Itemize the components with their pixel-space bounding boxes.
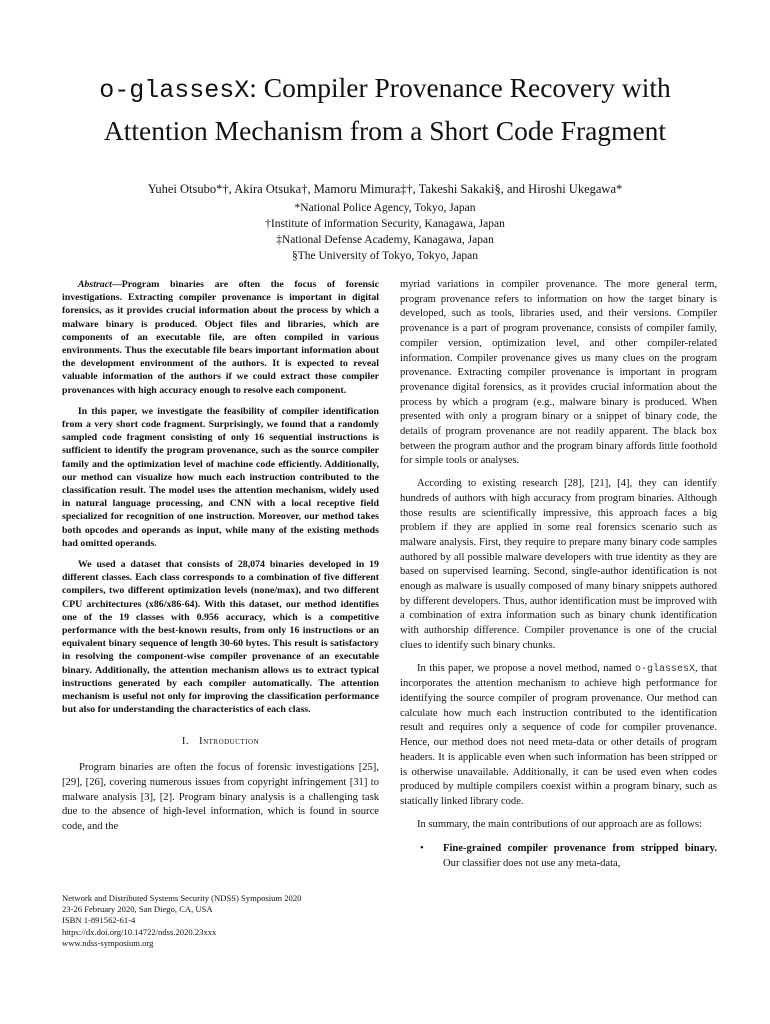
author-list: Yuhei Otsubo*†, Akira Otsuka†, Mamoru Mimura‡†, Takeshi Sakaki§, and Hiroshi Ukegawa* [147,182,623,196]
title-line1-rest: : Compiler Provenance Recovery with [249,72,671,103]
section-title: Introduction [199,735,260,747]
affiliation-4: §The University of Tokyo, Tokyo, Japan [291,250,479,262]
footnote-line-3: ISBN 1-891562-61-4 [62,915,136,926]
intro-left-body [62,761,379,835]
intro-paragraph-5: In summary, the main contributions of our approach are as follows: [416,818,702,830]
abstract-paragraph-3: We used a dataset that consists of 28,074 binaries developed in 19 different classes. Each class corresponds to a combination of five different compilers, two different optimization levels (none/max), and two different CPU architectures (x86/x86-64). With this dataset, our method identifies one of the 19 classes with 0.956 accuracy, which is a competitive performance with the best-known results, from only 16 instructions or an equivalent binary sequence of length 30-60 bytes. This result is satisfactory in resolving the component-wise compiler provenance of an executable binary. Additionally, the attention mechanism allows us to extract typical instructions generated by each compiler automatically. The attention mechanism is useful not only for improving the classification performance but also for understanding the characteristics of each class. [62,559,379,716]
contribution-bullet-1 [400,842,717,871]
footnote [62,893,379,949]
para4-before: In this paper, we propose a novel method, named [416,662,635,674]
bullet-dot: • [420,843,424,855]
footnote-line-2: 23-26 February 2020, San Diego, CA, USA [62,904,213,915]
abstract [62,278,379,717]
paper-title [0,68,770,151]
abstract-paragraph-1 [62,278,379,397]
title-tool-name: o-glassesX [99,76,250,105]
footnote-line-1: Network and Distributed Systems Security (NDSS) Symposium 2020 [62,893,302,903]
abstract-label: Abstract [77,279,112,290]
left-column [62,278,379,835]
intro-paragraph-1: Program binaries are often the focus of forensic investigations [25], [29], [26], covering numerous issues from copyright infringement [31] to malware analysis [3], [2]. Program binary analysis is a challenging task due to the absence of high-level information, which is found in source code, and the [62,762,379,833]
footnote-line-4: https://dx.doi.org/10.14722/ndss.2020.23xxx [62,926,217,937]
intro-paragraph-3: According to existing research [28], [21], [4], they can identify hundreds of authors with high accuracy from program binaries. Although those results are scientifically impressive, this approach faces a big problem if they are applied in some real forensics scenario such as malware analysis. First, they require to prepare many binary code samples authored by all possible malware developers with true identity as they are based on supervised learning. Second, single-author identification is not enough as malware is usually composed of many binary snippets authored by different developers. Thus, author identification must be improved with a combination of extra information such as binary chunk identification with authorship difference. Compiler provenance is one of the crucial clues to identify such binary chunks. [400,478,717,651]
abstract-text-1: Program binaries are often the focus of forensic investigations. Extracting compiler provenance is important in digital forensics, as it provides crucial information about the process by which a malware binary is produced. Object files and libraries, which are components of an executable file, are often compiled in various environments. Thus the executable file bears important information about the development environment of the authors. It is expected to reveal valuable information of the authors if we could extract those compiler provenances with high accuracy enough to resolve each component. [62,279,379,396]
title-line-1 [99,72,671,103]
abstract-dash: — [111,279,122,290]
bullet-text: Our classifier does not use any meta-data, [443,858,621,870]
intro-paragraph-2: myriad variations in compiler provenance. The more general term, program provenance refers to information on how the target binary is developed, such as tools, libraries used, and their versions. Compiler provenance is a part of program provenance, consists of compiler family, compiler version, optimization level, and other compiler-related information. Compiler provenance gives us many clues on the program provenance. Extracting compiler provenance is important in program provenance digital forensics, as it provides crucial information about the process by which a program (e.g., malware binary is produced. When presented with only a program binary or a snippet of binary code, the details of program provenance are not readily apparent. The black box between the program author and the program binary affords little foothold for simple tools or analyses. [400,279,717,467]
intro-paragraph-4 [400,662,717,810]
para4-after: , that incorporates the attention mechanism to achieve high performance for identifying the source compiler of program provenance. Our method can calculate how much each instruction contributed to the identification result and requires only a sequence of code for compiler provenance. Hence, our method does not need meta-data or other details of program headers. It is applicable even when such information has been stripped or is otherwise unavailable. Additionally, it can be used even when codes produced by multiple compilers coexist within a program binary, such as statically linked library code. [400,662,717,807]
section-number: I. [181,735,190,747]
section-heading-introduction [62,735,379,750]
tool-name-inline: o-glassesX [634,663,695,675]
affiliation-1: *National Police Agency, Tokyo, Japan [294,202,476,214]
footnote-line-5: www.ndss-symposium.org [62,937,154,948]
bullet-heading: Fine-grained compiler provenance from stripped binary. [443,843,717,855]
affiliation-3: ‡National Defense Academy, Kanagawa, Japan [276,234,494,246]
abstract-paragraph-2: In this paper, we investigate the feasibility of compiler identification from a very short code fragment. Surprisingly, we found that a randomly sampled code fragment consisting of only 16 sequential instructions is sufficient to identify the program provenance, such as the source compiler family and the optimization level of machine code efficiently. Additionally, our method can visualize how much each instruction contributed to the classification result. The model uses the attention mechanism, widely used in natural language processing, and CNN with a local receptive field specialized for recognition of one instruction. Moreover, our method takes both opcodes and operands as input, while many of the existing methods had omitted operands. [62,405,379,549]
title-line-2: Attention Mechanism from a Short Code Fragment [103,115,667,146]
right-column [400,278,717,872]
affiliation-2: †Institute of information Security, Kanagawa, Japan [265,218,505,230]
